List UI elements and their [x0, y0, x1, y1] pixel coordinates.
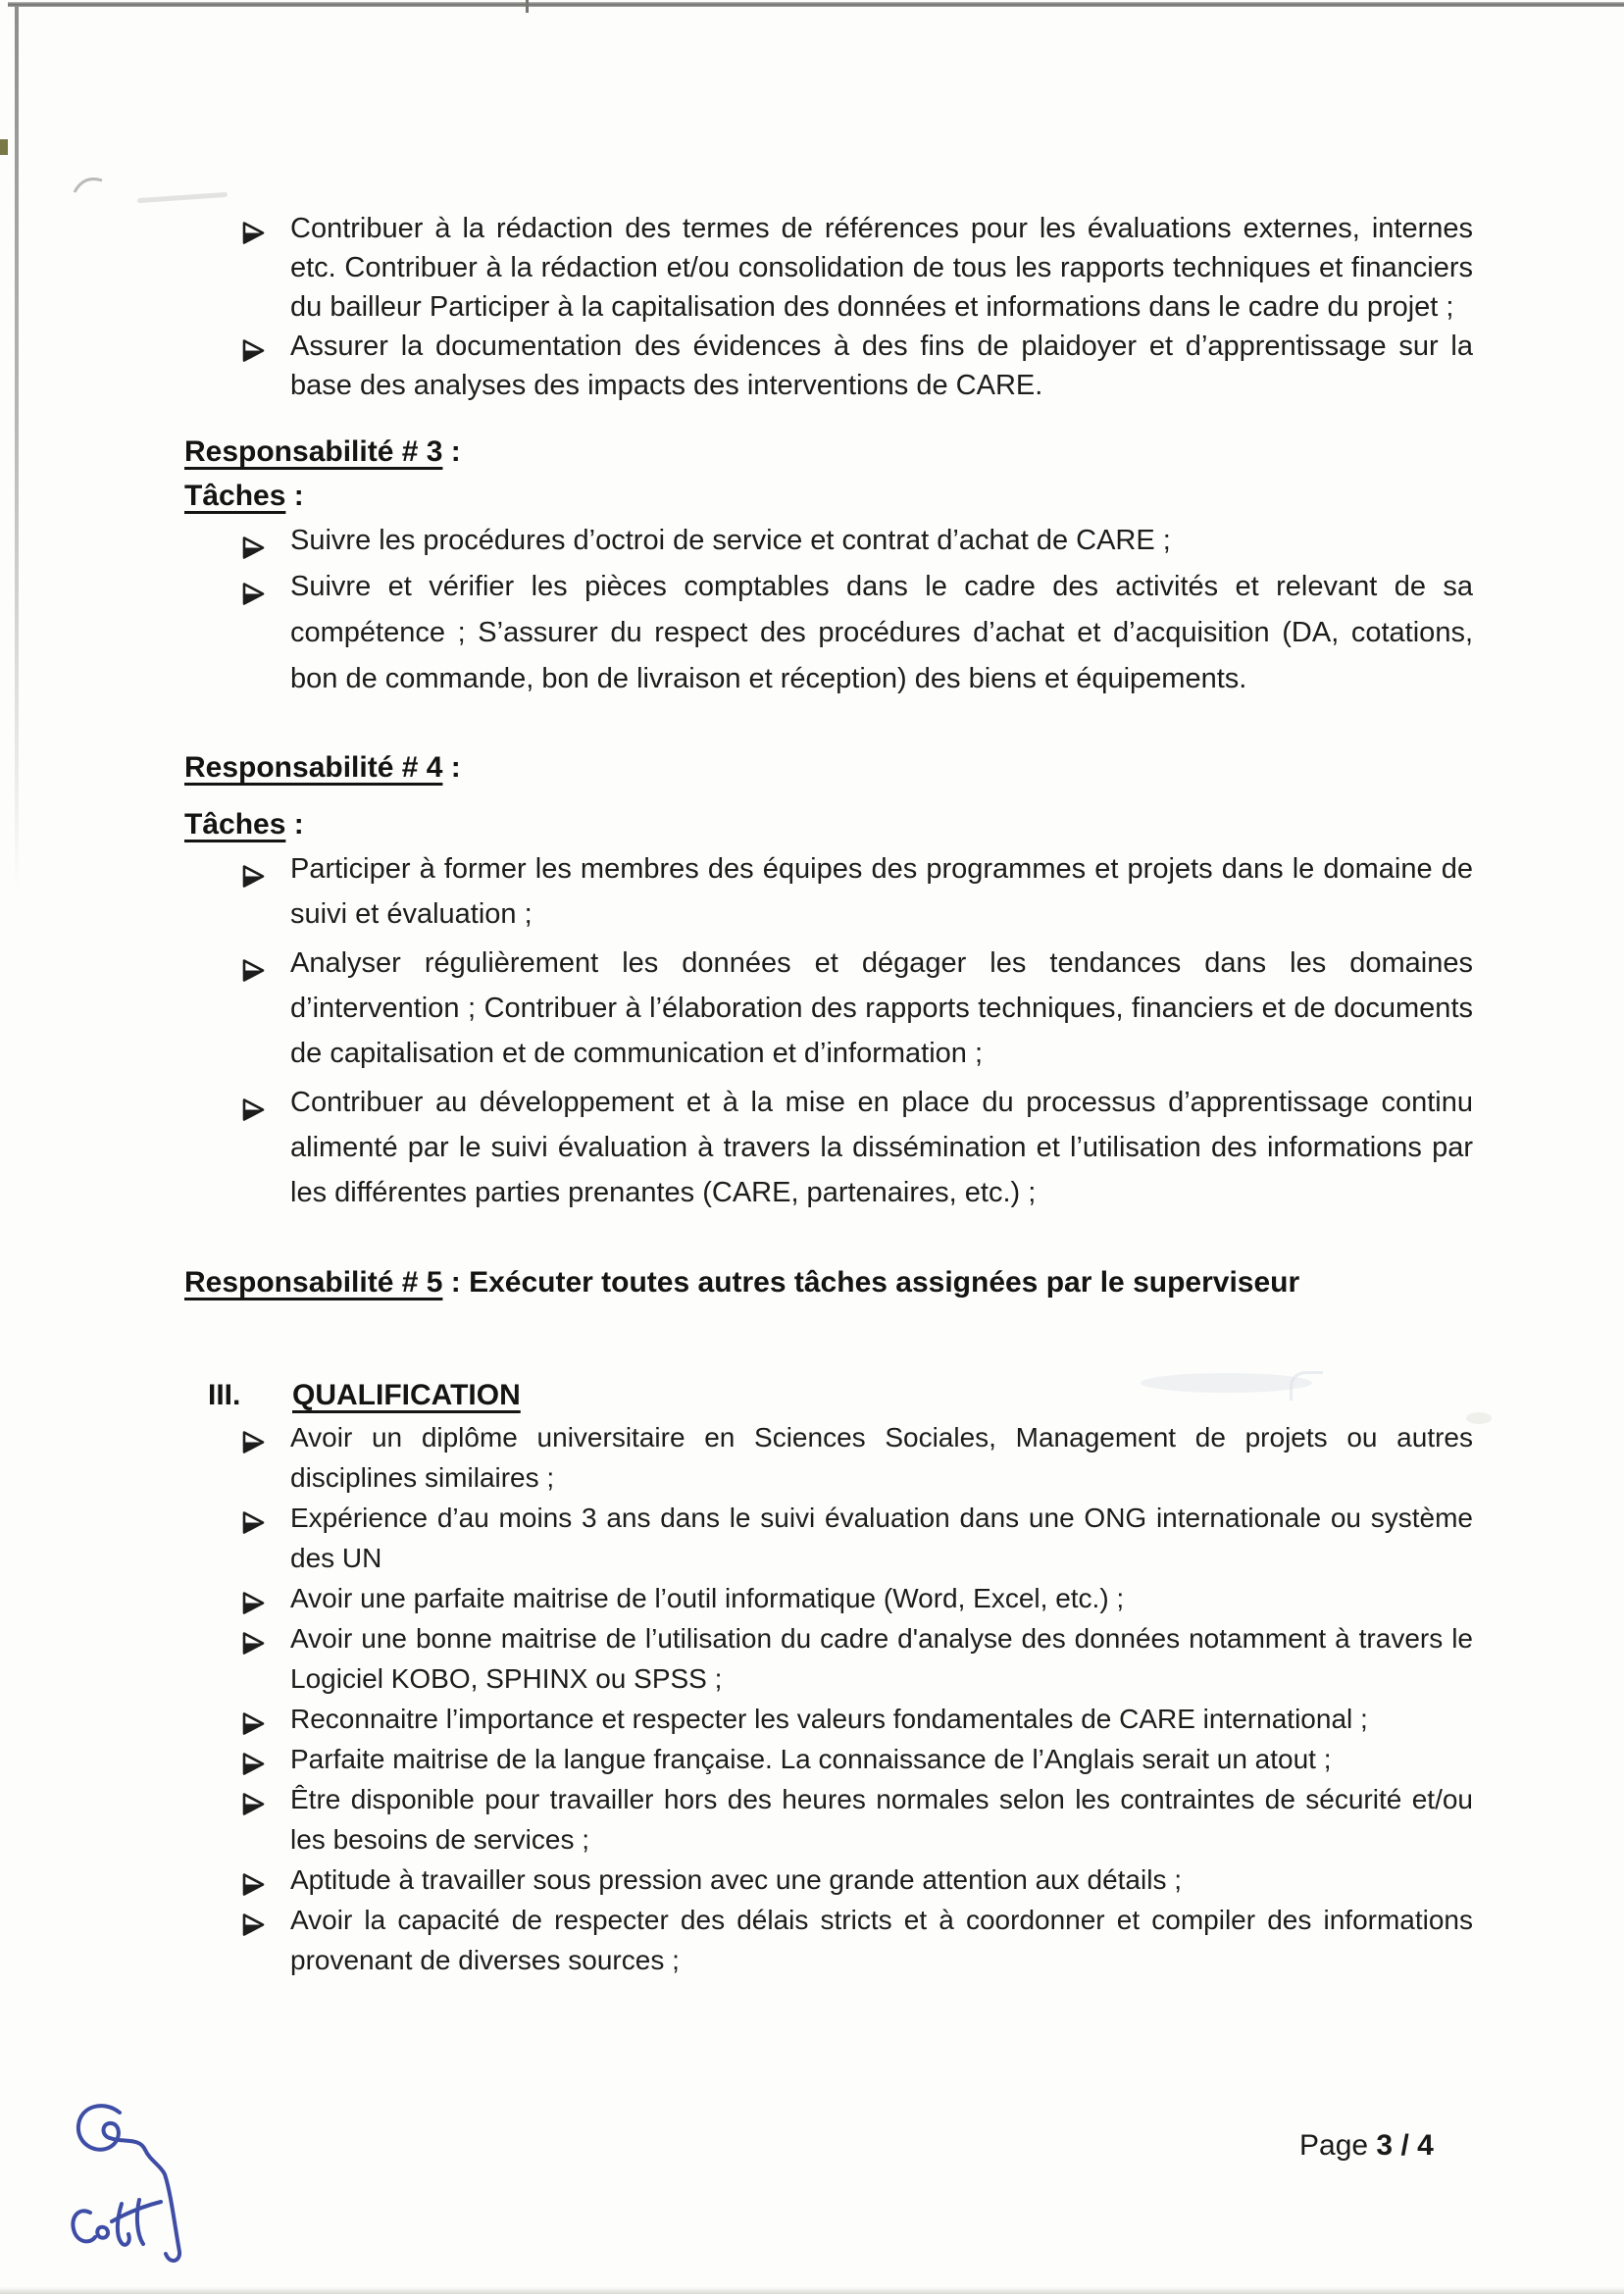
- bullet-text: Participer à former les membres des équipes des programmes et projets dans le domaine de suivi et évaluation ;: [290, 853, 1473, 930]
- bullet-text: Avoir un diplôme universitaire en Sciences Sociales, Management de projets ou autres disciplines similaires ;: [290, 1422, 1473, 1493]
- list-item: [290, 1739, 1473, 1779]
- bullet-text: Suivre et vérifier les pièces comptables dans le cadre des activités et relevant de sa compétence ; S’assurer du respect des procédures d’achat et d’acquisition (DA, cotations, bon de commande, bon de livraison et réception) des biens et équipements.: [290, 571, 1473, 694]
- page-number: Page 3 / 4: [1299, 2129, 1434, 2162]
- section-heading-resp5: Responsabilité # 5 : Exécuter toutes autres tâches assignées par le superviseur: [184, 1266, 1300, 1299]
- scan-edge-bottom: [0, 2287, 1624, 2294]
- bullet-text: Avoir une parfaite maitrise de l’outil informatique (Word, Excel, etc.) ;: [290, 1583, 1125, 1613]
- bullet-text: Contribuer au développement et à la mise en place du processus d’apprentissage continu alimenté par le suivi évaluation à travers la dissémination et l’utilisation des informations par les différentes parties prenantes (CARE, partenaires, etc.) ;: [290, 1087, 1473, 1208]
- list-item: [290, 1417, 1473, 1498]
- arrow-bullet-icon: [242, 334, 266, 374]
- section-number: III.: [208, 1379, 241, 1411]
- resp4-task-list: [290, 846, 1473, 1215]
- bullet-text: Suivre les procédures d’octroi de service et contrat d’achat de CARE ;: [290, 525, 1171, 556]
- tasks-heading-resp3: Tâches :: [184, 480, 304, 512]
- arrow-bullet-icon: [242, 1586, 266, 1626]
- list-item: [290, 1900, 1473, 1980]
- arrow-bullet-icon: [242, 529, 266, 575]
- list-item: [290, 1080, 1473, 1215]
- list-item: [290, 209, 1473, 327]
- scan-edge-tick: [526, 0, 529, 13]
- list-item: [290, 327, 1473, 405]
- section-heading-qualification: III. QUALIFICATION: [208, 1373, 1624, 1417]
- list-item: [290, 846, 1473, 937]
- section-heading-resp4: Responsabilité # 4 :: [184, 751, 461, 784]
- arrow-bullet-icon: [242, 217, 266, 256]
- bullet-text: Avoir la capacité de respecter des délais stricts et à coordonner et compiler des informations provenant de diverses sources ;: [290, 1905, 1473, 1975]
- arrow-bullet-icon: [242, 951, 266, 996]
- document-body: [0, 209, 1624, 1980]
- bullet-text: Être disponible pour travailler hors des heures normales selon les contraintes de sécurité et/ou les besoins de services ;: [290, 1784, 1473, 1855]
- arrow-bullet-icon: [242, 1787, 266, 1827]
- bullet-text: Assurer la documentation des évidences à des fins de plaidoyer et d’apprentissage sur la base des analyses des impacts des interventions de CARE.: [290, 331, 1473, 401]
- arrow-bullet-icon: [242, 857, 266, 902]
- tasks-heading-resp4: Tâches :: [184, 808, 304, 841]
- list-item: [290, 564, 1473, 702]
- bullet-text: Reconnaitre l’importance et respecter les valeurs fondamentales de CARE international ;: [290, 1704, 1368, 1734]
- arrow-bullet-icon: [242, 1505, 266, 1546]
- arrow-bullet-icon: [242, 1867, 266, 1908]
- arrow-bullet-icon: [242, 1091, 266, 1136]
- bullet-text: Avoir une bonne maitrise de l’utilisation du cadre d'analyse des données notamment à travers le Logiciel KOBO, SPHINX ou SPSS ;: [290, 1623, 1473, 1694]
- list-item: [290, 518, 1473, 564]
- bullet-text: Contribuer à la rédaction des termes de références pour les évaluations externes, internes etc. Contribuer à la rédaction et/ou consolidation de tous les rapports techniques et financiers du bailleur Participer à la capitalisation des données et informations dans le cadre du projet ;: [290, 213, 1473, 323]
- pencil-mark: [73, 173, 112, 198]
- scan-edge-top: [8, 2, 1624, 7]
- list-item: [290, 1779, 1473, 1860]
- list-item: [290, 941, 1473, 1076]
- pencil-smudge: [137, 192, 228, 203]
- list-item: [290, 1699, 1473, 1739]
- list-item: [290, 1498, 1473, 1578]
- resp3-task-list: [290, 518, 1473, 702]
- qualification-list: [290, 1417, 1473, 1980]
- bullet-text: Analyser régulièrement les données et dégager les tendances dans les domaines d’intervention ; Contribuer à l’élaboration des rapports techniques, financiers et de documents de capitalisation et de communication et d’information ;: [290, 947, 1473, 1069]
- arrow-bullet-icon: [242, 575, 266, 621]
- arrow-bullet-icon: [242, 1707, 266, 1747]
- section-heading-resp3: Responsabilité # 3 :: [184, 435, 461, 468]
- list-item: [290, 1860, 1473, 1900]
- bullet-text: Expérience d’au moins 3 ans dans le suivi évaluation dans une ONG internationale ou système des UN: [290, 1503, 1473, 1573]
- scan-speck: [0, 139, 8, 155]
- intro-bullet-list: [290, 209, 1473, 405]
- list-item: [290, 1618, 1473, 1699]
- bullet-text: Parfaite maitrise de la langue française. La connaissance de l’Anglais serait un atout ;: [290, 1744, 1332, 1774]
- signature: [69, 2099, 216, 2270]
- list-item: [290, 1578, 1473, 1618]
- arrow-bullet-icon: [242, 1747, 266, 1787]
- bullet-text: Aptitude à travailler sous pression avec une grande attention aux détails ;: [290, 1864, 1183, 1895]
- arrow-bullet-icon: [242, 1425, 266, 1465]
- arrow-bullet-icon: [242, 1908, 266, 1948]
- arrow-bullet-icon: [242, 1626, 266, 1666]
